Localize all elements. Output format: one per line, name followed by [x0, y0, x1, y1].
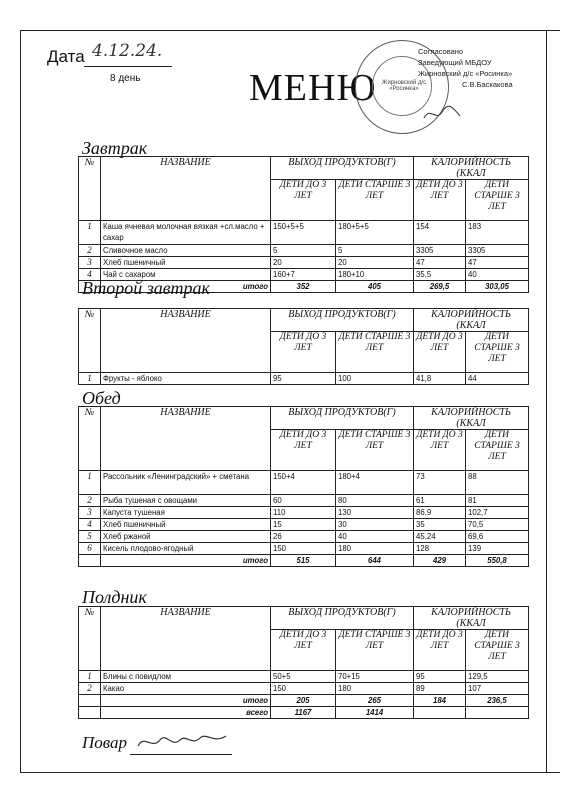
- col-output-under3: ДЕТИ ДО 3 ЛЕТ: [271, 332, 336, 373]
- section-title-lunch: Обед: [82, 388, 121, 408]
- col-num: №: [79, 607, 101, 671]
- stamp-text: Жирновский д/с «Росинка»: [381, 80, 427, 92]
- section-title-breakfast: Завтрак: [82, 138, 148, 158]
- approval-line-4: С.В.Баскакова: [462, 80, 513, 89]
- section-title-snack: Полдник: [82, 587, 147, 607]
- col-name: НАЗВАНИЕ: [101, 309, 271, 373]
- total-row: итого 515 644 429 550,8: [79, 555, 529, 567]
- col-num: №: [79, 407, 101, 471]
- breakfast-table: [78, 156, 529, 293]
- second-breakfast-table: [78, 308, 529, 385]
- table-row: 3 Хлеб пшеничный 20 20 47 47: [79, 257, 529, 269]
- col-calories: КАЛОРИЙНОСТЬ (ККАЛ: [414, 309, 529, 332]
- table-row: 6 Кисель плодово-ягодный 150 180 128 139: [79, 543, 529, 555]
- col-cal-over3: ДЕТИ СТАРШЕ 3 ЛЕТ: [466, 430, 529, 471]
- col-output-over3: ДЕТИ СТАРШЕ 3 ЛЕТ: [336, 430, 414, 471]
- col-num: №: [79, 157, 101, 221]
- date-label: Дата: [47, 47, 85, 66]
- page-border-right: [546, 30, 547, 772]
- col-name: НАЗВАНИЕ: [101, 607, 271, 671]
- table-row: 3 Капуста тушеная 110 130 86,9 102,7: [79, 507, 529, 519]
- day-label: 8 день: [110, 73, 141, 84]
- col-cal-over3: ДЕТИ СТАРШЕ 3 ЛЕТ: [466, 332, 529, 373]
- cook-signature: [134, 728, 230, 754]
- head-signature: [422, 104, 462, 124]
- col-num: №: [79, 309, 101, 373]
- col-cal-under3: ДЕТИ ДО 3 ЛЕТ: [414, 430, 466, 471]
- col-output-over3: ДЕТИ СТАРШЕ 3 ЛЕТ: [336, 630, 414, 671]
- col-output: ВЫХОД ПРОДУКТОВ(Г): [271, 309, 414, 332]
- page-title: МЕНЮ: [249, 67, 377, 109]
- table-row: 1 Блины с повидлом 50+5 70+15 95 129,5: [79, 671, 529, 683]
- col-cal-over3: ДЕТИ СТАРШЕ 3 ЛЕТ: [466, 630, 529, 671]
- col-calories: КАЛОРИЙНОСТЬ (ККАЛ: [414, 407, 529, 430]
- col-output-over3: ДЕТИ СТАРШЕ 3 ЛЕТ: [336, 332, 414, 373]
- col-name: НАЗВАНИЕ: [101, 157, 271, 221]
- cook-label: Повар: [82, 733, 128, 752]
- table-row: 5 Хлеб ржаной 26 40 45,24 69,6: [79, 531, 529, 543]
- col-output: ВЫХОД ПРОДУКТОВ(Г): [271, 157, 414, 180]
- col-output-over3: ДЕТИ СТАРШЕ 3 ЛЕТ: [336, 180, 414, 221]
- table-row: 1 Каша ячневая молочная вязкая +сл.масло + сахар 150+5+5 180+5+5 154 183: [79, 221, 529, 245]
- section-title-second-breakfast: Второй завтрак: [82, 278, 210, 298]
- date-underline: [84, 66, 172, 67]
- table-row: 2 Какао 150 180 89 107: [79, 683, 529, 695]
- total-row: итого 205 265 184 236,5: [79, 695, 529, 707]
- table-row: 2 Рыба тушеная с овощами 60 80 61 81: [79, 495, 529, 507]
- col-output-under3: ДЕТИ ДО 3 ЛЕТ: [271, 430, 336, 471]
- cook-signature-line: [130, 754, 232, 755]
- col-output: ВЫХОД ПРОДУКТОВ(Г): [271, 607, 414, 630]
- col-cal-over3: ДЕТИ СТАРШЕ 3 ЛЕТ: [466, 180, 529, 221]
- table-row: 4 Чай с сахаром 160+7 180+10 35,5 40: [79, 269, 529, 281]
- page-border-left: [20, 30, 21, 772]
- table-row: 1 Рассольник «Ленинградский» + сметана 150+4 180+4 73 88: [79, 471, 529, 495]
- col-calories: КАЛОРИЙНОСТЬ (ККАЛ: [414, 607, 529, 630]
- table-row: 1 Фрукты - яблоко 95 100 41,8 44: [79, 373, 529, 385]
- grand-total-row: всего 1167 1414: [79, 707, 529, 719]
- col-cal-under3: ДЕТИ ДО 3 ЛЕТ: [414, 630, 466, 671]
- col-calories: КАЛОРИЙНОСТЬ (ККАЛ: [414, 157, 529, 180]
- col-output: ВЫХОД ПРОДУКТОВ(Г): [271, 407, 414, 430]
- col-cal-under3: ДЕТИ ДО 3 ЛЕТ: [414, 180, 466, 221]
- approval-line-2: Заведующий МБДОУ: [418, 58, 492, 67]
- table-row: 2 Сливочное масло 5 5 3305 3305: [79, 245, 529, 257]
- col-output-under3: ДЕТИ ДО 3 ЛЕТ: [271, 630, 336, 671]
- col-name: НАЗВАНИЕ: [101, 407, 271, 471]
- page-border-bottom: [20, 772, 560, 773]
- date-value: 4.12.24.: [92, 41, 163, 61]
- approval-line-1: Согласовано: [418, 47, 464, 56]
- snack-table: [78, 606, 529, 719]
- col-output-under3: ДЕТИ ДО 3 ЛЕТ: [271, 180, 336, 221]
- lunch-table: [78, 406, 529, 567]
- approval-line-3: Жирновский д/с «Росинка»: [418, 69, 513, 78]
- col-cal-under3: ДЕТИ ДО 3 ЛЕТ: [414, 332, 466, 373]
- approval-block: [418, 46, 513, 90]
- page-border-top: [20, 30, 560, 31]
- total-row: итого 352 405 269,5 303,05: [79, 281, 529, 293]
- table-row: 4 Хлеб пшеничный 15 30 35 70,5: [79, 519, 529, 531]
